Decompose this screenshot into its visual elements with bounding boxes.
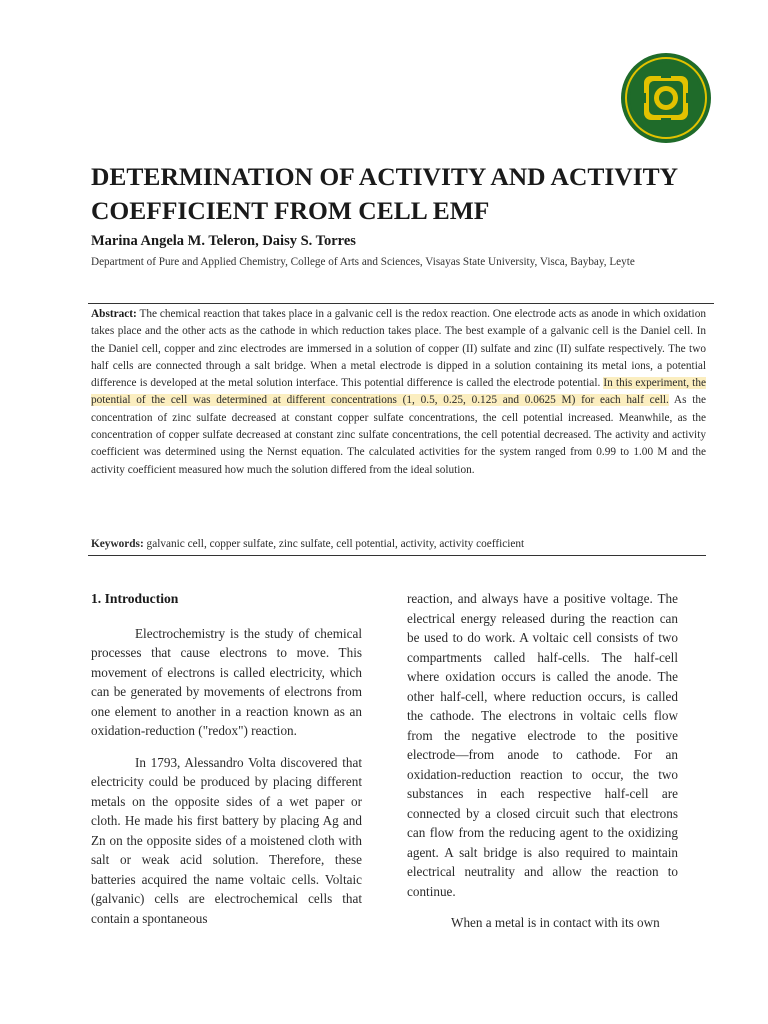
abstract-text-before: The chemical reaction that takes place in a galvanic cell is the redox reaction. One electrode acts as anode in which oxidation takes place and the other acts as the cathode in which reduction takes place. The best example of a galvanic cell is the Daniel cell. In the Daniel cell, copper and zinc electrodes are immersed in a solution of copper (II) sulfate and zinc (II) sulfate respectively. The two half cells are connected through a salt bridge. When a metal electrode is dipped in a solution containing its metal ions, a potential difference is developed at the metal solution interface. This potential difference is called the electrode potential. [91, 308, 706, 390]
keywords-bottom-divider [88, 555, 706, 556]
abstract-block [91, 306, 706, 479]
abstract-text-after: As the concentration of zinc sulfate decreased at constant copper sulfate concentrations, the cell potential increased. Meanwhile, as the concentration of copper sulfate decreased at constant zinc sulfate concentrations, the cell potential decreased. The activity and activity coefficient was determined using the Nernst equation. The calculated activities for the system ranged from 0.99 to 1.00 M and the activity coefficient measured how much the solution differed from the ideal solution. [91, 394, 706, 476]
university-seal-icon [620, 52, 712, 144]
keywords-line [91, 538, 706, 550]
keywords-label: Keywords: [91, 538, 144, 550]
abstract-label: Abstract: [91, 308, 137, 320]
intro-paragraph-2: In 1793, Alessandro Volta discovered that electricity could be produced by placing different metals on the opposite sides of a wet paper or cloth. He made his first battery by placing Ag and Zn on the opposite sides of a moistened cloth with salt or weak acid solution. Therefore, these batteries acquired the name voltaic cells. Voltaic (galvanic) cells are electrochemical cells that contain a spontaneous [91, 754, 362, 926]
paper-title: DETERMINATION OF ACTIVITY AND ACTIVITY COEFFICIENT FROM CELL EMF [91, 162, 679, 225]
intro-paragraph-3: reaction, and always have a positive voltage. The electrical energy released during the reaction can be used to do work. A voltaic cell consists of two compartments called half-cells. The half-cell where oxidation occurs is called the anode. The other half-cell, where reduction occurs, is called the cathode. The electrons in voltaic cells flow from the negative electrode to the positive electrode—from anode to cathode. For an oxidation-reduction reaction to occur, the two substances in each respective half-cell are connected by a closed circuit such that electrons can flow from the reducing agent to the oxidizing agent. A salt bridge is also required to maintain electrical neutrality and allow the reaction to continue. [407, 591, 678, 899]
author-affiliation: Department of Pure and Applied Chemistry, College of Arts and Sciences, Visayas State University, Visca, Baybay, Leyte [91, 256, 635, 268]
intro-paragraph-1: Electrochemistry is the study of chemical processes that cause electrons to move. This movement of electrons is called electricity, which can be generated by movements of electrons from one element to another in a reaction known as an oxidation-reduction ("redox") reaction. [91, 625, 362, 738]
keywords-text: galvanic cell, copper sulfate, zinc sulfate, cell potential, activity, activity coefficient [143, 538, 525, 550]
abstract-top-divider [88, 303, 714, 304]
intro-paragraph-4: When a metal is in contact with its own [451, 915, 660, 930]
author-list: Marina Angela M. Teleron, Daisy S. Torres [91, 233, 356, 249]
body-column-left [91, 589, 362, 940]
abstract-highlight: In this experiment, the potential of the cell was determined at different concentrations (1, 0.5, 0.25, 0.125 and 0.0625 M) for each half cell. [91, 377, 706, 407]
body-column-right [407, 589, 678, 945]
section-heading-introduction: 1. Introduction [91, 591, 179, 606]
